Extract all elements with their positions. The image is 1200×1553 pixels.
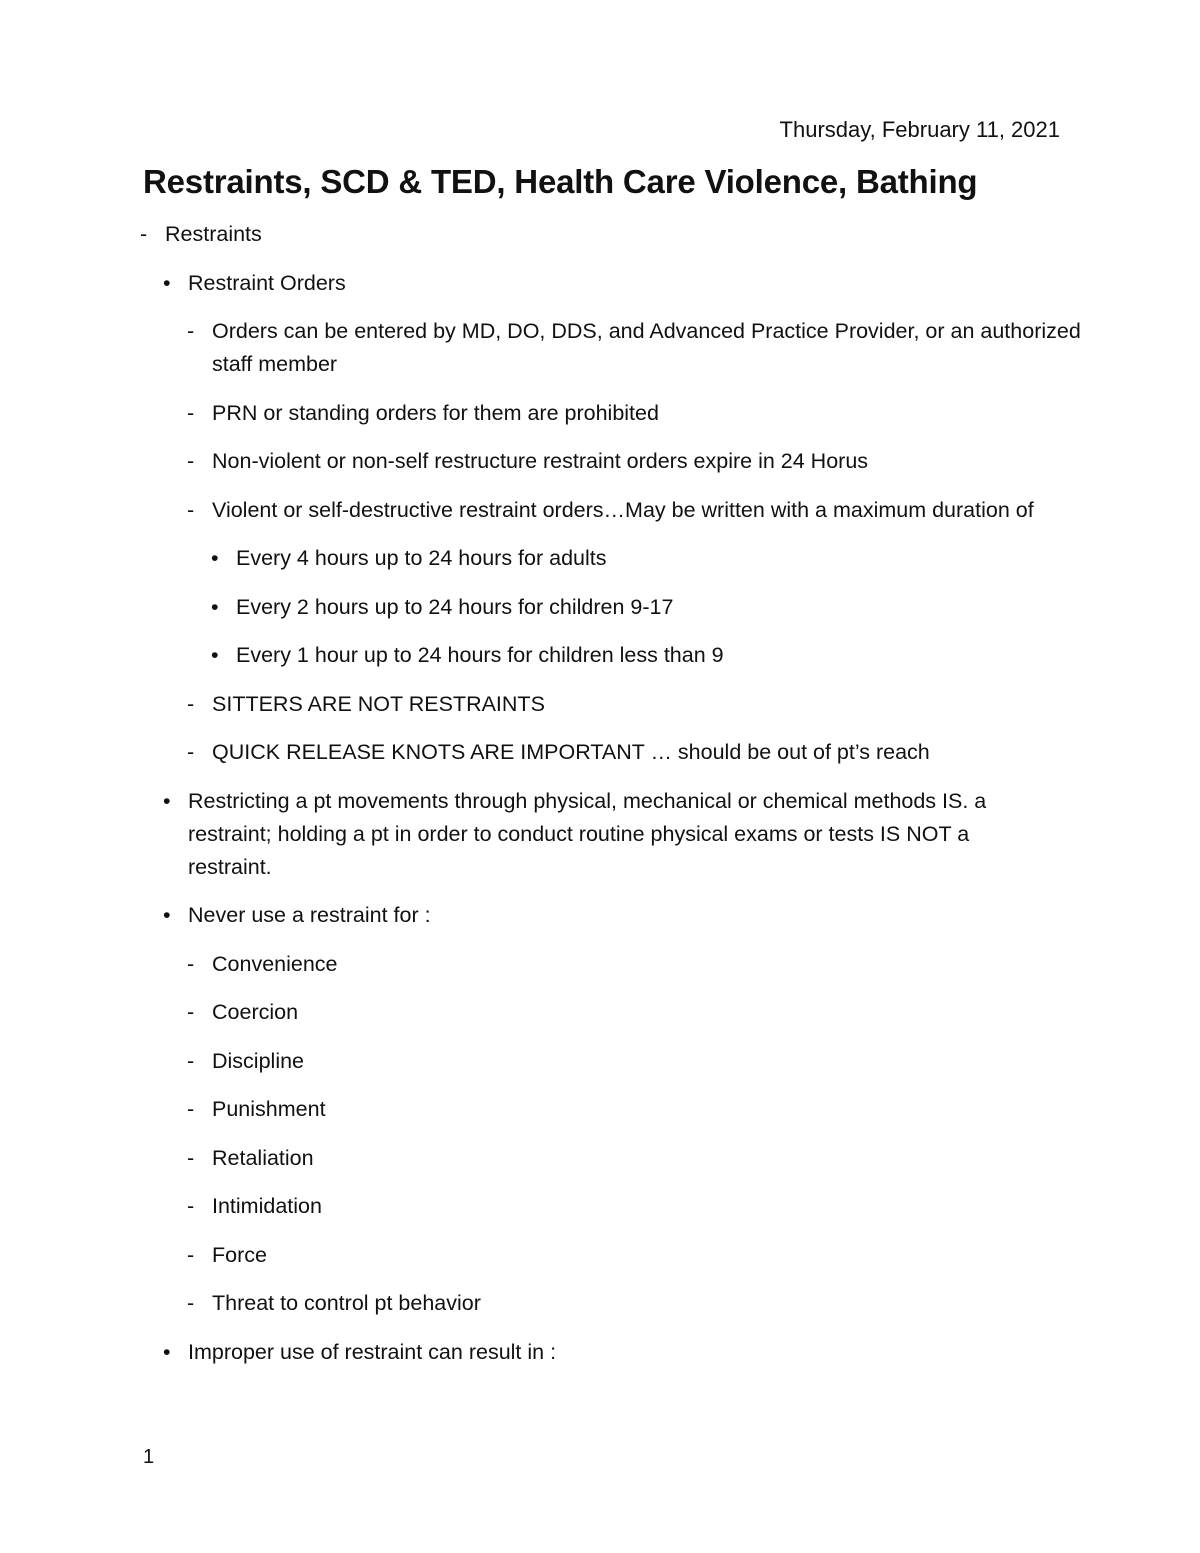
- dash-bullet-icon: -: [187, 1097, 195, 1121]
- outline-item-text: Restricting a pt movements through physical, mechanical or chemical methods IS. a restraint; holding a pt in order to conduct routine physical exams or tests IS NOT a restraint.: [188, 788, 987, 879]
- outline-item: [187, 1190, 1082, 1223]
- dot-bullet-icon: •: [211, 594, 219, 619]
- dash-bullet-icon: -: [140, 222, 148, 246]
- outline-item-text: Coercion: [212, 1000, 299, 1024]
- dot-bullet-icon: •: [211, 546, 219, 570]
- dash-bullet-icon: -: [187, 1242, 195, 1267]
- outline-item: [187, 996, 1082, 1029]
- dot-bullet-icon: •: [163, 903, 171, 927]
- outline-item-text: QUICK RELEASE KNOTS ARE IMPORTANT … should be out of pt’s reach: [212, 740, 930, 764]
- outline-item-text: Every 4 hours up to 24 hours for adults: [236, 546, 607, 570]
- outline-item: [163, 267, 1058, 300]
- outline-item-text: Retaliation: [212, 1145, 314, 1170]
- outline-item: [187, 1287, 1082, 1320]
- notes-outline: [0, 218, 1200, 1384]
- outline-item: [187, 1045, 1082, 1078]
- dash-bullet-icon: -: [187, 1194, 195, 1218]
- page-title: Restraints, SCD & TED, Health Care Violence, Bathing: [143, 163, 978, 200]
- dash-bullet-icon: -: [187, 740, 195, 764]
- outline-item-text: Every 2 hours up to 24 hours for children 9-17: [236, 594, 674, 619]
- dash-bullet-icon: -: [187, 1291, 195, 1315]
- dash-bullet-icon: -: [187, 1048, 195, 1073]
- outline-item-text: Discipline: [212, 1048, 305, 1073]
- dash-bullet-icon: -: [187, 449, 195, 473]
- dash-bullet-icon: -: [187, 691, 195, 716]
- outline-item: [187, 688, 1082, 721]
- dash-bullet-icon: -: [187, 1145, 195, 1170]
- dot-bullet-icon: •: [163, 270, 171, 295]
- outline-item: [187, 315, 1082, 381]
- dot-bullet-icon: •: [163, 1339, 171, 1364]
- dash-bullet-icon: -: [187, 400, 195, 425]
- outline-item: [163, 1336, 1058, 1369]
- outline-item: [211, 591, 1106, 624]
- outline-item: [140, 218, 1035, 251]
- outline-item: [187, 1093, 1082, 1126]
- outline-item: [187, 1142, 1082, 1175]
- dash-bullet-icon: -: [187, 497, 195, 522]
- outline-item: [187, 445, 1082, 478]
- dash-bullet-icon: -: [187, 951, 195, 976]
- outline-item: [211, 639, 1106, 672]
- outline-item: [187, 397, 1082, 430]
- outline-item-text: PRN or standing orders for them are prohibited: [212, 400, 659, 425]
- outline-item-text: Restraints: [165, 222, 262, 246]
- outline-item-text: Intimidation: [212, 1194, 322, 1218]
- outline-item: [211, 542, 1106, 575]
- outline-item-text: Threat to control pt behavior: [212, 1291, 481, 1315]
- dot-bullet-icon: •: [211, 643, 219, 667]
- outline-item: [187, 1239, 1082, 1272]
- outline-item-text: Force: [212, 1242, 267, 1267]
- outline-item-text: Non-violent or non-self restructure restraint orders expire in 24 Horus: [212, 449, 869, 473]
- outline-item-text: Violent or self-destructive restraint orders…May be written with a maximum duration of: [212, 497, 1034, 522]
- document-date: Thursday, February 11, 2021: [779, 117, 1060, 142]
- dash-bullet-icon: -: [187, 1000, 195, 1024]
- outline-item-text: SITTERS ARE NOT RESTRAINTS: [212, 691, 545, 716]
- page-number: 1: [143, 1446, 155, 1468]
- dot-bullet-icon: •: [163, 788, 171, 813]
- outline-item-text: Every 1 hour up to 24 hours for children less than 9: [236, 643, 724, 667]
- outline-item-text: Convenience: [212, 951, 338, 976]
- outline-item: [163, 785, 1058, 884]
- dash-bullet-icon: -: [187, 319, 195, 343]
- outline-item-text: Punishment: [212, 1097, 326, 1121]
- outline-item-text: Orders can be entered by MD, DO, DDS, and Advanced Practice Provider, or an authorized staff member: [212, 319, 1081, 376]
- outline-item: [187, 494, 1082, 527]
- outline-item: [163, 899, 1058, 932]
- outline-item-text: Improper use of restraint can result in :: [188, 1339, 557, 1364]
- outline-item: [187, 736, 1082, 769]
- outline-item-text: Never use a restraint for :: [188, 903, 431, 927]
- outline-item-text: Restraint Orders: [188, 270, 346, 295]
- outline-item: [187, 948, 1082, 981]
